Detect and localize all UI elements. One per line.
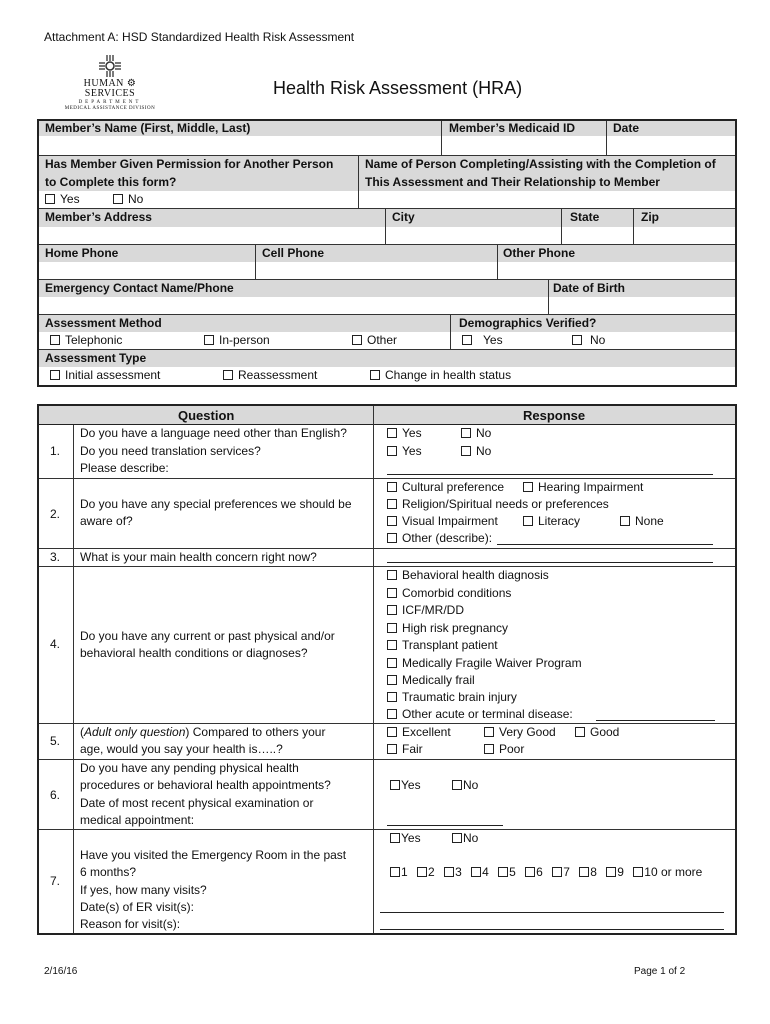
q6-text-3: Date of most recent physical examination or	[80, 796, 314, 810]
state-label: State	[570, 210, 600, 224]
q7-visit-5[interactable]: 5	[498, 865, 516, 879]
q3-text-1: What is your main health concern right now?	[80, 550, 317, 564]
q2-hearing-checkbox[interactable]	[523, 482, 533, 492]
q4-other-disease-checkbox[interactable]	[387, 709, 397, 719]
q7-visits-options	[390, 865, 702, 880]
logo-line-1: HUMAN ⚙ SERVICES	[83, 78, 137, 99]
q2-none[interactable]: None	[620, 514, 664, 529]
q7-yes[interactable]: Yes	[390, 831, 421, 846]
q6-text-4: medical appointment:	[80, 813, 195, 827]
q5-fair-checkbox[interactable]	[387, 744, 397, 754]
demographics-yes-checkbox[interactable]	[462, 335, 472, 345]
q4-icf-checkbox[interactable]	[387, 605, 397, 615]
q2-visual-checkbox[interactable]	[387, 516, 397, 526]
q5-excellent-checkbox[interactable]	[387, 727, 397, 737]
q7-no[interactable]: No	[452, 831, 478, 846]
type-initial-option[interactable]: Initial assessment	[50, 368, 160, 383]
q3-number: 3.	[50, 550, 61, 564]
question-column-header: Question	[178, 408, 235, 423]
q1-number: 1.	[50, 444, 61, 458]
q7-no-checkbox[interactable]	[452, 833, 462, 843]
q4-option[interactable]: Behavioral health diagnosis	[387, 568, 549, 583]
q7-visit-4[interactable]: 4	[471, 865, 489, 879]
q2-literacy-checkbox[interactable]	[523, 516, 533, 526]
q7-visit-8[interactable]: 8	[579, 865, 597, 879]
q4-fragile-waiver-checkbox[interactable]	[387, 658, 397, 668]
demographics-no-checkbox[interactable]	[572, 335, 582, 345]
q4-option[interactable]: Medically Fragile Waiver Program	[387, 656, 582, 671]
method-in-person-option[interactable]: In-person	[204, 333, 270, 348]
q2-other-line[interactable]	[497, 544, 713, 545]
zip-label: Zip	[641, 210, 659, 224]
permission-label-1: Has Member Given Permission for Another Person	[45, 157, 334, 171]
q1-language-no-checkbox[interactable]	[461, 428, 471, 438]
q7-text-4: Date(s) of ER visit(s):	[80, 900, 195, 914]
q4-comorbid-checkbox[interactable]	[387, 588, 397, 598]
q4-option[interactable]: Other acute or terminal disease:	[387, 707, 573, 722]
q7-yes-checkbox[interactable]	[390, 833, 400, 843]
method-other-option[interactable]: Other	[352, 333, 397, 348]
q2-number: 2.	[50, 507, 61, 521]
q1-text-2: Do you need translation services?	[80, 444, 261, 458]
completing-person-label-1: Name of Person Completing/Assisting with the Completion of	[365, 157, 716, 171]
q1-translation-yes-checkbox[interactable]	[387, 446, 397, 456]
q7-visit-1[interactable]: 1	[390, 865, 408, 879]
q1-language-yes[interactable]: Yes	[387, 426, 422, 441]
home-phone-label: Home Phone	[45, 246, 119, 260]
q6-yes[interactable]: Yes	[390, 778, 421, 793]
q2-religion[interactable]: Religion/Spiritual needs or preferences	[387, 497, 609, 512]
q4-text-1: Do you have any current or past physical and/or	[80, 629, 335, 643]
q2-cultural[interactable]: Cultural preference	[387, 480, 504, 495]
q2-religion-checkbox[interactable]	[387, 499, 397, 509]
q6-text-2: procedures or behavioral health appointments?	[80, 778, 331, 792]
q2-other[interactable]: Other (describe):	[387, 531, 492, 546]
q1-translation-no[interactable]: No	[461, 444, 491, 459]
permission-no-checkbox[interactable]	[113, 194, 123, 204]
q1-describe-line[interactable]	[387, 474, 713, 475]
q7-reason-line[interactable]	[380, 929, 724, 930]
q7-text-5: Reason for visit(s):	[80, 917, 181, 931]
q5-option[interactable]: Poor	[484, 742, 524, 757]
q4-option[interactable]: Comorbid conditions	[387, 586, 511, 601]
q1-text-3: Please describe:	[80, 461, 169, 475]
other-method-checkbox[interactable]	[352, 335, 362, 345]
demographics-no-option[interactable]: No	[572, 333, 605, 348]
q6-number: 6.	[50, 788, 61, 802]
q3-answer-line[interactable]	[387, 562, 713, 563]
type-reassessment-option[interactable]: Reassessment	[223, 368, 317, 383]
q1-translation-no-checkbox[interactable]	[461, 446, 471, 456]
q2-cultural-checkbox[interactable]	[387, 482, 397, 492]
reassessment-checkbox[interactable]	[223, 370, 233, 380]
cell-phone-label: Cell Phone	[262, 246, 325, 260]
dob-label: Date of Birth	[553, 281, 625, 295]
demographics-label: Demographics Verified?	[459, 316, 597, 330]
q7-visit-6[interactable]: 6	[525, 865, 543, 879]
medicaid-id-label: Member’s Medicaid ID	[449, 121, 576, 135]
q5-text-1: (Adult only question) Compared to others your	[80, 725, 326, 739]
q5-number: 5.	[50, 734, 61, 748]
initial-assessment-checkbox[interactable]	[50, 370, 60, 380]
q4-option[interactable]: ICF/MR/DD	[387, 603, 464, 618]
q7-number: 7.	[50, 874, 61, 888]
footer-date: 2/16/16	[44, 966, 78, 977]
q2-text-2: aware of?	[80, 514, 133, 528]
q6-yes-checkbox[interactable]	[390, 780, 400, 790]
footer-page-number: Page 1 of 2	[634, 966, 686, 977]
q4-transplant-checkbox[interactable]	[387, 640, 397, 650]
q1-language-no[interactable]: No	[461, 426, 491, 441]
q4-option[interactable]: Traumatic brain injury	[387, 690, 517, 705]
q2-literacy[interactable]: Literacy	[523, 514, 580, 529]
q4-option[interactable]: Transplant patient	[387, 638, 498, 653]
q7-text-2: 6 months?	[80, 865, 137, 879]
q2-other-checkbox[interactable]	[387, 533, 397, 543]
q7-text-3: If yes, how many visits?	[80, 883, 207, 897]
q4-text-2: behavioral health conditions or diagnoses?	[80, 646, 308, 660]
permission-yes-option[interactable]	[45, 192, 80, 207]
q1-translation-yes[interactable]: Yes	[387, 444, 422, 459]
permission-no-label: No	[128, 192, 144, 206]
q5-option[interactable]: Fair	[387, 742, 423, 757]
q5-text-2: age, would you say your health is…..?	[80, 742, 283, 756]
zia-emblem-icon	[98, 54, 122, 78]
q1-text-1: Do you have a language need other than English?	[80, 426, 347, 440]
address-label: Member’s Address	[45, 210, 152, 224]
q2-none-checkbox[interactable]	[620, 516, 630, 526]
demographics-yes-option[interactable]: Yes	[462, 333, 503, 348]
permission-yes-checkbox[interactable]	[45, 194, 55, 204]
q2-hearing[interactable]: Hearing Impairment	[523, 480, 643, 495]
attachment-caption: Attachment A: HSD Standardized Health Risk Assessment	[44, 30, 355, 44]
q6-no[interactable]: No	[452, 778, 478, 793]
type-change-option[interactable]: Change in health status	[370, 368, 511, 383]
telephonic-checkbox[interactable]	[50, 335, 60, 345]
q4-pregnancy-checkbox[interactable]	[387, 623, 397, 633]
permission-no-option[interactable]	[113, 192, 143, 207]
q5-option[interactable]: Excellent	[387, 725, 451, 740]
q4-behavioral-checkbox[interactable]	[387, 570, 397, 580]
q5-option[interactable]: Very Good	[484, 725, 556, 740]
q6-date-line[interactable]	[387, 825, 503, 826]
q2-text-1: Do you have any special preferences we should be	[80, 497, 352, 511]
other-phone-label: Other Phone	[503, 246, 576, 260]
member-name-label: Member’s Name (First, Middle, Last)	[45, 121, 251, 135]
page-title: Health Risk Assessment (HRA)	[273, 78, 523, 98]
q7-dates-line[interactable]	[380, 912, 724, 913]
response-column-header: Response	[523, 408, 586, 423]
q7-visit-10-or-more[interactable]: 10 or more	[633, 865, 702, 879]
q6-text-1: Do you have any pending physical health	[80, 761, 299, 775]
q7-visit-9[interactable]: 9	[606, 865, 624, 879]
completing-person-label-2: This Assessment and Their Relationship to Member	[365, 175, 660, 189]
q7-visit-3[interactable]: 3	[444, 865, 462, 879]
q4-option[interactable]: Medically frail	[387, 673, 475, 688]
change-health-status-checkbox[interactable]	[370, 370, 380, 380]
q2-visual[interactable]: Visual Impairment	[387, 514, 498, 529]
q4-number: 4.	[50, 637, 61, 651]
q5-poor-checkbox[interactable]	[484, 744, 494, 754]
logo-line-2: DEPARTMENT	[78, 100, 142, 105]
q5-option[interactable]: Good	[575, 725, 619, 740]
q7-visit-7[interactable]: 7	[552, 865, 570, 879]
method-telephonic-option[interactable]: Telephonic	[50, 333, 122, 348]
q6-no-checkbox[interactable]	[452, 780, 462, 790]
logo-line-3: MEDICAL ASSISTANCE DIVISION	[64, 106, 156, 111]
q7-text-1: Have you visited the Emergency Room in the past	[80, 848, 347, 862]
hsd-logo	[60, 54, 160, 111]
q7-visit-2[interactable]: 2	[417, 865, 435, 879]
q4-other-line[interactable]	[596, 720, 715, 721]
q5-very-good-checkbox[interactable]	[484, 727, 494, 737]
q1-language-yes-checkbox[interactable]	[387, 428, 397, 438]
city-label: City	[392, 210, 415, 224]
in-person-checkbox[interactable]	[204, 335, 214, 345]
date-label: Date	[613, 121, 640, 135]
assessment-type-label: Assessment Type	[45, 351, 147, 365]
q5-good-checkbox[interactable]	[575, 727, 585, 737]
emergency-contact-label: Emergency Contact Name/Phone	[45, 281, 234, 295]
assessment-method-label: Assessment Method	[45, 316, 162, 330]
q4-option[interactable]: High risk pregnancy	[387, 621, 508, 636]
permission-label-2: to Complete this form?	[45, 175, 177, 189]
q4-brain-injury-checkbox[interactable]	[387, 692, 397, 702]
q4-frail-checkbox[interactable]	[387, 675, 397, 685]
permission-yes-label: Yes	[60, 192, 80, 206]
